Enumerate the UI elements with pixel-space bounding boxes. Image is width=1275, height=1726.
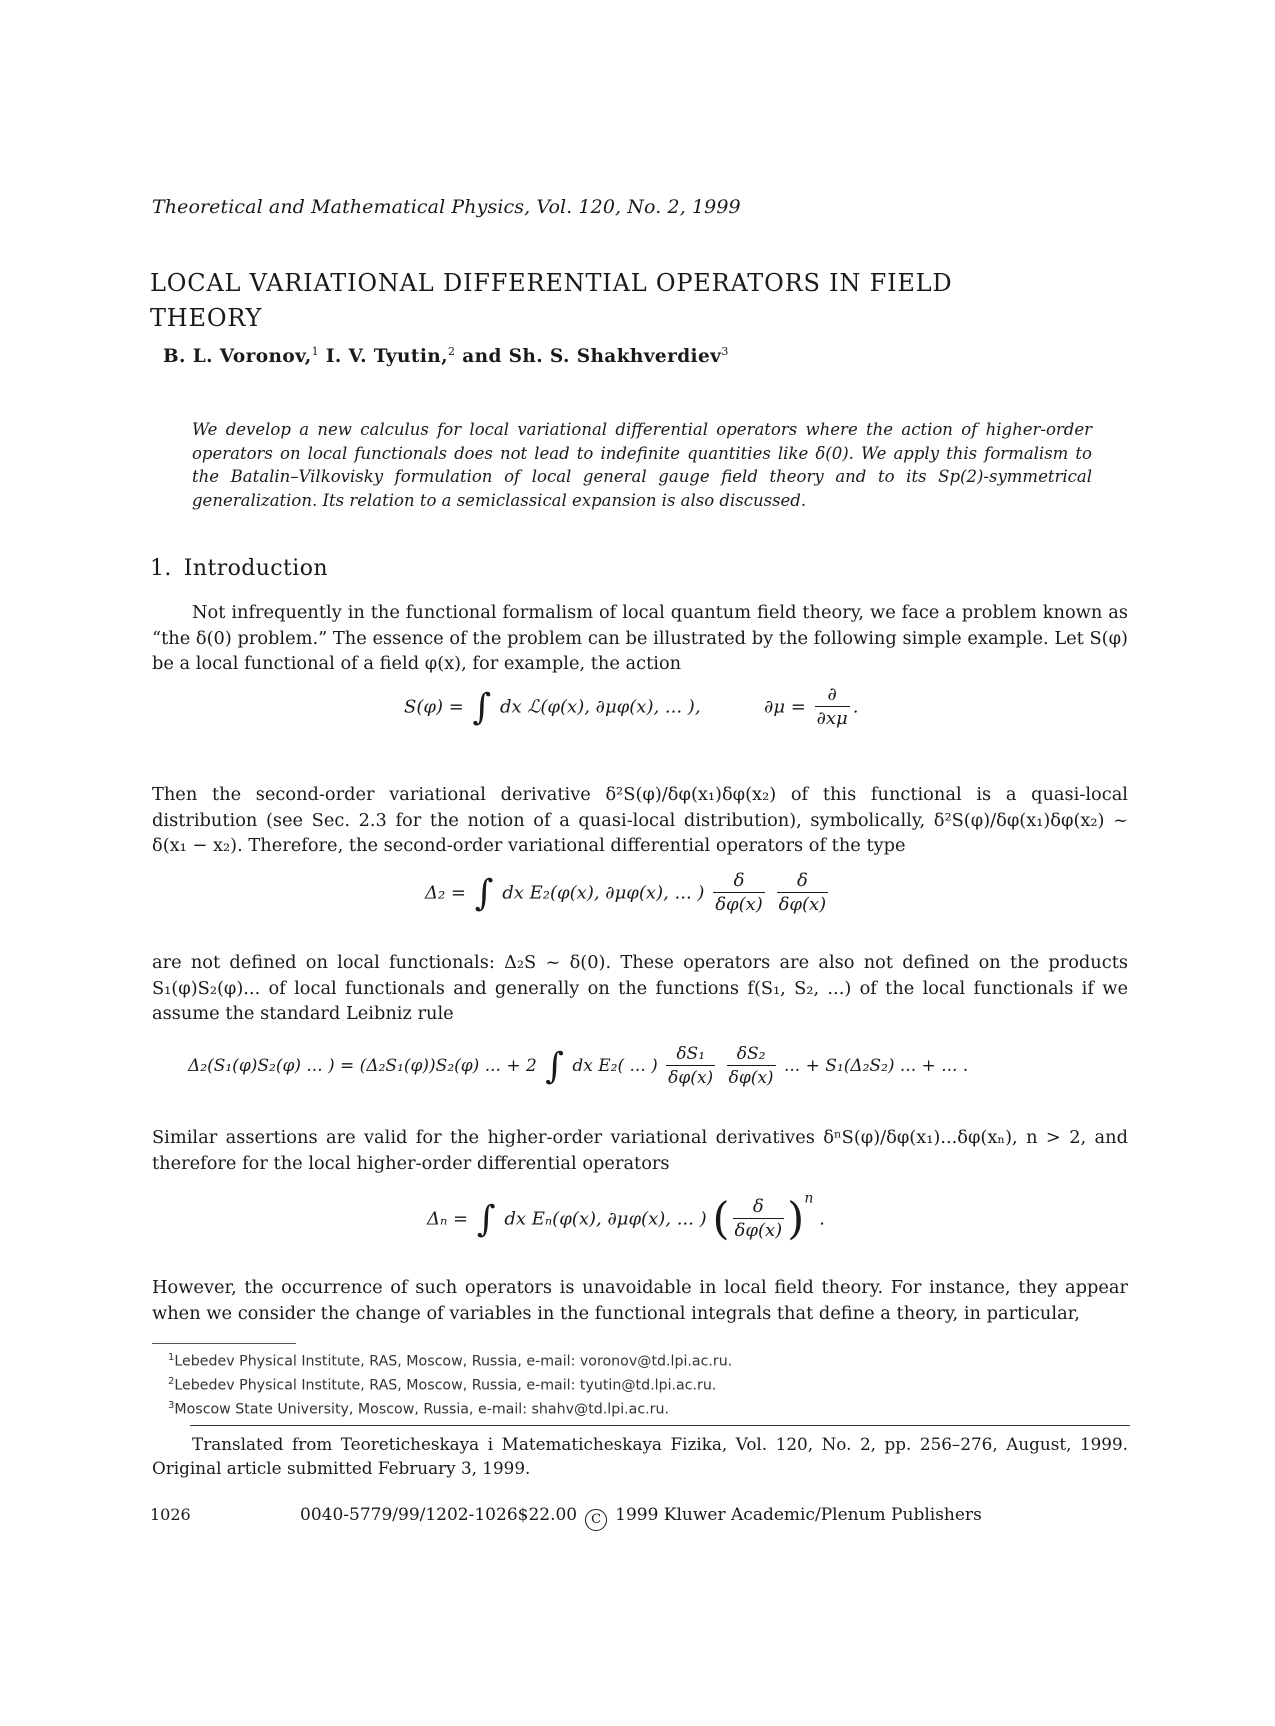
- author-shakhverdiev: and Sh. S. Shakhverdiev: [462, 346, 722, 367]
- eq3-denominator-2: δφ(x): [728, 1068, 774, 1088]
- footnote-2: $^2$Lebedev Physical Institute, RAS, Moscow, Russia, e-mail: tyutin@td.lpi.ac.ru.: [168, 1376, 717, 1394]
- article-code: 0040-5779/99/1202-1026$22.00: [300, 1505, 578, 1525]
- eq4-numerator: δ: [733, 1196, 785, 1219]
- section-number: 1.: [150, 556, 172, 581]
- equation-delta2: [425, 870, 831, 917]
- footnote-3: $^3$Moscow State University, Moscow, Russia, e-mail: shahv@td.lpi.ac.ru.: [168, 1400, 670, 1419]
- eq2-numerator-2: δ: [777, 870, 829, 893]
- eq3-numerator-1: δS₁: [666, 1043, 715, 1066]
- eq2-fraction-2: [777, 870, 829, 917]
- footnote-1: $^1$Lebedev Physical Institute, RAS, Moscow, Russia, e-mail: voronov@td.lpi.ac.ru.: [168, 1352, 733, 1370]
- translation-rule: [190, 1425, 1130, 1426]
- eq2-body: dx E₂(φ(x), ∂μφ(x), ... ): [502, 882, 705, 904]
- eq1-denominator: ∂xμ: [816, 708, 848, 729]
- abstract: We develop a new calculus for local variational differential operators where the action of higher-order operators on local functionals does not lead to indefinite quantities like δ(0). We apply this formalism to the Batalin–Vilkovisky formulation of local general gauge field theory and to its Sp(2)-symmetrical generalization. Its relation to a semiclassical expansion is also discussed.: [192, 420, 1092, 510]
- eq2-denominator-2: δφ(x): [778, 894, 827, 915]
- paragraph-3: are not defined on local functionals: Δ₂S ~ δ(0). These operators are also not defined on the products S₁(φ)S₂(φ)... of local functionals and generally on the functions f(S₁, S₂, ...) of the local functionals if we assume the standard Leibniz rule: [152, 952, 1128, 1024]
- eq3-denominator-1: δφ(x): [668, 1068, 714, 1088]
- footnotes: [168, 1348, 732, 1421]
- translation-note: Translated from Teoreticheskaya i Matematicheskaya Fizika, Vol. 120, No. 2, pp. 256–276, August, 1999. Original article submitted February 3, 1999.: [152, 1434, 1128, 1478]
- eq4-denominator: δφ(x): [734, 1220, 783, 1241]
- eq4-lhs: Δₙ =: [427, 1208, 469, 1230]
- eq1-body: dx ℒ(φ(x), ∂μφ(x), ... ),: [500, 696, 701, 718]
- integral-sign: ∫: [476, 1198, 496, 1240]
- page-number: 1026: [150, 1505, 191, 1524]
- journal-header: Theoretical and Mathematical Physics, Vol. 120, No. 2, 1999: [152, 196, 741, 218]
- eq1-lhs: S(φ) =: [404, 696, 464, 718]
- eq2-fraction-1: [713, 870, 765, 917]
- equation-leibniz: [188, 1043, 968, 1090]
- footnote-rule: [152, 1343, 296, 1344]
- eq1-definition: ∂μ =: [764, 696, 806, 718]
- paragraph-1: Not infrequently in the functional formalism of local quantum field theory, we face a problem known as “the δ(0) problem.” The essence of the problem can be illustrated by the following simple example. Let S(φ) be a local functional of a field φ(x), for example, the action: [152, 602, 1128, 674]
- copyright-line: [300, 1505, 982, 1531]
- paragraph-4: Similar assertions are valid for the higher-order variational derivatives δⁿS(φ)/δφ(x₁)...δφ(xₙ), n > 2, and therefore for the local higher-order differential operators: [152, 1127, 1128, 1174]
- affiliation-mark-3: 3: [721, 344, 729, 358]
- eq3-numerator-2: δS₂: [727, 1043, 776, 1066]
- paper-title: LOCAL VARIATIONAL DIFFERENTIAL OPERATORS IN FIELD THEORY: [150, 269, 953, 332]
- eq3-fraction-2: [727, 1043, 776, 1090]
- eq1-fraction: [815, 684, 850, 731]
- integral-sign: ∫: [545, 1045, 564, 1087]
- paragraph-5: However, the occurrence of such operators is unavoidable in local field theory. For instance, they appear when we consider the change of variables in the functional integrals that define a theory, in particular,: [152, 1277, 1128, 1324]
- eq4-body: dx Eₙ(φ(x), ∂μφ(x), ... ): [504, 1208, 707, 1230]
- paragraph-2: Then the second-order variational derivative δ²S(φ)/δφ(x₁)δφ(x₂) of this functional is a quasi-local distribution (see Sec. 2.3 for the notion of a quasi-local distribution), symbolically, δ²S(φ)/δφ(x₁)δφ(x₂) ~ δ(x₁ − x₂). Therefore, the second-order variational differential operators of the type: [152, 784, 1128, 856]
- eq2-denominator-1: δφ(x): [715, 894, 763, 915]
- eq3-tail: ... + S₁(Δ₂S₂) ... + ... .: [783, 1056, 969, 1076]
- copyright-icon: C: [585, 1509, 607, 1531]
- eq3-lhs: Δ₂(S₁(φ)S₂(φ) ... ) = (Δ₂S₁(φ))S₂(φ) ... + 2: [188, 1056, 537, 1076]
- eq3-body: dx E₂( ... ): [572, 1056, 658, 1076]
- integral-sign: ∫: [472, 686, 492, 728]
- equation-deltan: Δₙ = ∫ dx Eₙ(φ(x), ∂μφ(x), ... ) ( $\frac{\delta}{\delta\varphi(x)}$ )$^n$ .: [427, 1190, 825, 1245]
- author-list: [163, 346, 729, 367]
- publisher: 1999 Kluwer Academic/Plenum Publishers: [615, 1505, 982, 1525]
- integral-sign: ∫: [474, 872, 494, 914]
- section-heading: [150, 556, 328, 581]
- eq2-lhs: Δ₂ =: [425, 882, 467, 904]
- affiliation-mark-1: 1: [311, 344, 319, 358]
- eq4-fraction: [733, 1196, 785, 1243]
- affiliation-mark-2: 2: [447, 344, 456, 358]
- eq3-fraction-1: [666, 1043, 715, 1090]
- eq4-exponent: n: [804, 1190, 814, 1207]
- equation-action: S(φ) = ∫ dx ℒ(φ(x), ∂μφ(x), ... ), ∂μ = $\frac{\partial}{\partial x\mu}$ .: [404, 684, 859, 729]
- author-voronov: B. L. Voronov,: [163, 346, 312, 367]
- author-tyutin: I. V. Tyutin,: [325, 346, 448, 367]
- section-title: Introduction: [183, 556, 328, 581]
- eq2-numerator-1: δ: [713, 870, 765, 893]
- eq1-numerator: ∂: [815, 684, 850, 707]
